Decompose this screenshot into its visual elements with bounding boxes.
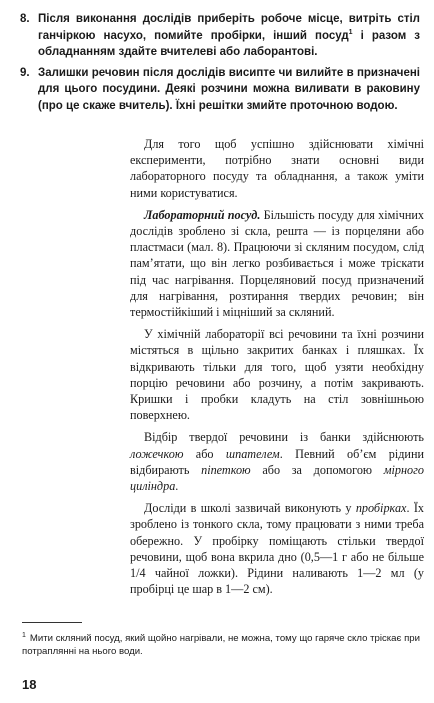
paragraph-text: . xyxy=(175,479,179,494)
paragraph-text: Їх відкривають тільки для того, щоб узяти необхідну порцію речовини або розчину, а потім закривають. Кришки і пробки кладуть на стіл зовнішньою поверхнею. xyxy=(130,343,424,423)
paragraph-text: Відбір твердої речовини із банки здійснюють xyxy=(144,430,424,445)
term-spoon: ложечкою xyxy=(130,446,184,461)
instruction-text xyxy=(38,11,420,61)
paragraph-intro: Для того щоб успішно здійснювати хімічні експерименти, потрібно знати основні види лабораторного посуду та обладнання, а також уміти ними користуватися. xyxy=(130,137,424,200)
footnote-reference: 1 xyxy=(348,28,353,36)
instruction-number: 8. xyxy=(20,13,30,25)
section-lead: Лабораторний посуд. xyxy=(144,207,261,222)
instruction-item-8 xyxy=(20,11,420,61)
instruction-text-part: і разом з обладнанням здайте вчителеві або лаборантові. xyxy=(38,29,420,59)
instruction-text-part: Після виконання дослідів приберіть робоче місце, витріть стіл ганчіркою насухо, помийте пробірки, інший посуд xyxy=(38,13,420,42)
paragraph-text: . Їх зроблено із тонкого скла, тому працювати з ними треба обережно. У пробірку поміщають стільки твердої речовини, щоб вона вкрила дно (0,5—1 г або не більше 1/4 чайної ложки). Рідини наливають 1—2 мл (у пробірці це шар в 1—2 см). xyxy=(130,501,424,597)
paragraph-lab-glassware xyxy=(130,207,424,320)
main-text-column xyxy=(130,136,424,603)
instruction-list xyxy=(20,11,420,119)
instruction-number: 9. xyxy=(20,66,30,79)
paragraph-text: У хімічній лабораторії всі речовини та їхні розчини містяться в щільно закритих банках і пляшках. xyxy=(130,327,424,358)
paragraph-text: або xyxy=(183,446,226,461)
footnote xyxy=(22,632,420,658)
paragraph-text: . Певний об’єм рідини відбирають xyxy=(130,446,424,477)
page-number: 18 xyxy=(22,677,37,692)
term-spatula: шпателем xyxy=(225,446,280,461)
term-test-tubes: пробірках xyxy=(355,501,407,516)
term-pipette: піпеткою xyxy=(201,462,251,477)
footnote-mark: 1 xyxy=(22,631,26,639)
paragraph-sampling xyxy=(130,429,424,494)
paragraph-text: Досліди в школі зазвичай виконують у xyxy=(144,501,356,516)
term-cylinder: мірного циліндра xyxy=(130,462,424,494)
paragraph-text: Більшість посуду для хімічних дослідів зроблено зі скла, решта — із порцеляни або пластмаси (мал. 8). Працюючи зі скляним посудом, слід пам’ятати, що він легко розбивається і може тріскати під час нагрівання. Порцеляновий посуд призначений для нагрівання, розтирання твердих речовин; він термостійкіший і міцніший за скляний. xyxy=(130,207,424,320)
paragraph-storage xyxy=(130,326,424,423)
instruction-item-9 xyxy=(20,65,420,115)
paragraph-text: або за допомогою xyxy=(250,462,384,477)
footnote-text: Мити скляний посуд, який щойно нагрівали, не можна, тому що гаряче скло тріскає при потраплянні на нього води. xyxy=(22,633,420,657)
footnote-divider xyxy=(22,622,82,623)
paragraph-test-tubes xyxy=(130,500,424,597)
instruction-text: Залишки речовин після дослідів висипте чи вилийте в призначені для цього посудини. Деякі розчини можна виливати в раковину (про це скаже вчитель). Їхні решітки змийте проточною водою. xyxy=(38,66,420,112)
